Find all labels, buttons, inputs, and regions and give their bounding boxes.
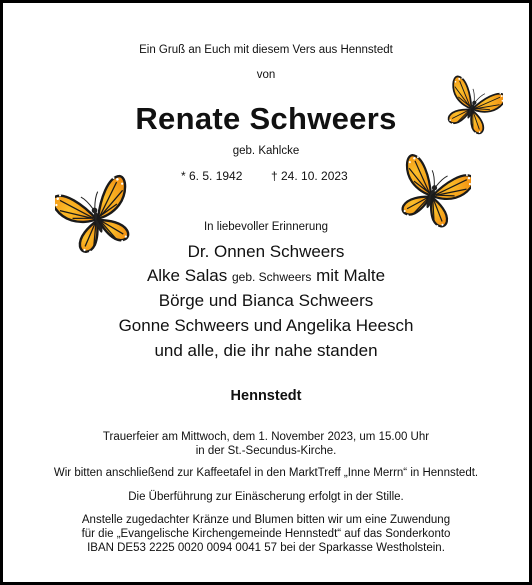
mourner-line-5: und alle, die ihr nahe standen <box>154 341 378 360</box>
butterfly-icon <box>443 75 503 137</box>
funeral-line-1: Trauerfeier am Mittwoch, dem 1. November 2023, um 15.00 Uhr <box>102 431 430 443</box>
mourner-line-1: Dr. Onnen Schweers <box>187 242 345 261</box>
greeting-line: Ein Gruß an Euch mit diesem Vers aus Hennstedt <box>139 44 393 56</box>
maiden-name: geb. Kahlcke <box>232 145 300 157</box>
mourner-line-4: Gonne Schweers und Angelika Heesch <box>118 316 414 335</box>
death-date: † 24. 10. 2023 <box>271 169 348 183</box>
birth-date: * 6. 5. 1942 <box>181 169 243 183</box>
von-line: von <box>256 69 276 81</box>
memory-line: In liebevoller Erinnerung <box>203 221 329 233</box>
mourner-maiden: geb. Schweers <box>231 270 312 284</box>
deceased-name: Renate Schweers <box>135 101 397 136</box>
funeral-line-2: in der St.-Secundus-Kirche. <box>195 445 337 457</box>
cremation-line: Die Überführung zur Einäscherung erfolgt in der Stille. <box>128 491 404 503</box>
mourner-line-3: Börge und Bianca Schweers <box>158 291 374 310</box>
butterfly-icon <box>395 153 471 231</box>
coffee-line: Wir bitten anschließend zur Kaffeetafel in den MarktTreff „Inne Merrn“ in Hennstedt. <box>53 467 479 479</box>
butterfly-icon <box>55 173 137 257</box>
donation-line-3: IBAN DE53 2225 0020 0094 0041 57 bei der Sparkasse Westholstein. <box>87 542 445 554</box>
mourner-line-2 <box>3 266 529 286</box>
donation-line-1: Anstelle zugedachter Kränze und Blumen bitten wir um eine Zuwendung <box>81 514 451 526</box>
place-heading: Hennstedt <box>230 388 302 404</box>
mourner-companion: mit Malte <box>311 266 386 285</box>
donation-line-2: für die „Evangelische Kirchengemeinde Hennstedt“ auf das Sonderkonto <box>81 528 451 540</box>
mourner-name: Alke Salas <box>146 266 232 285</box>
